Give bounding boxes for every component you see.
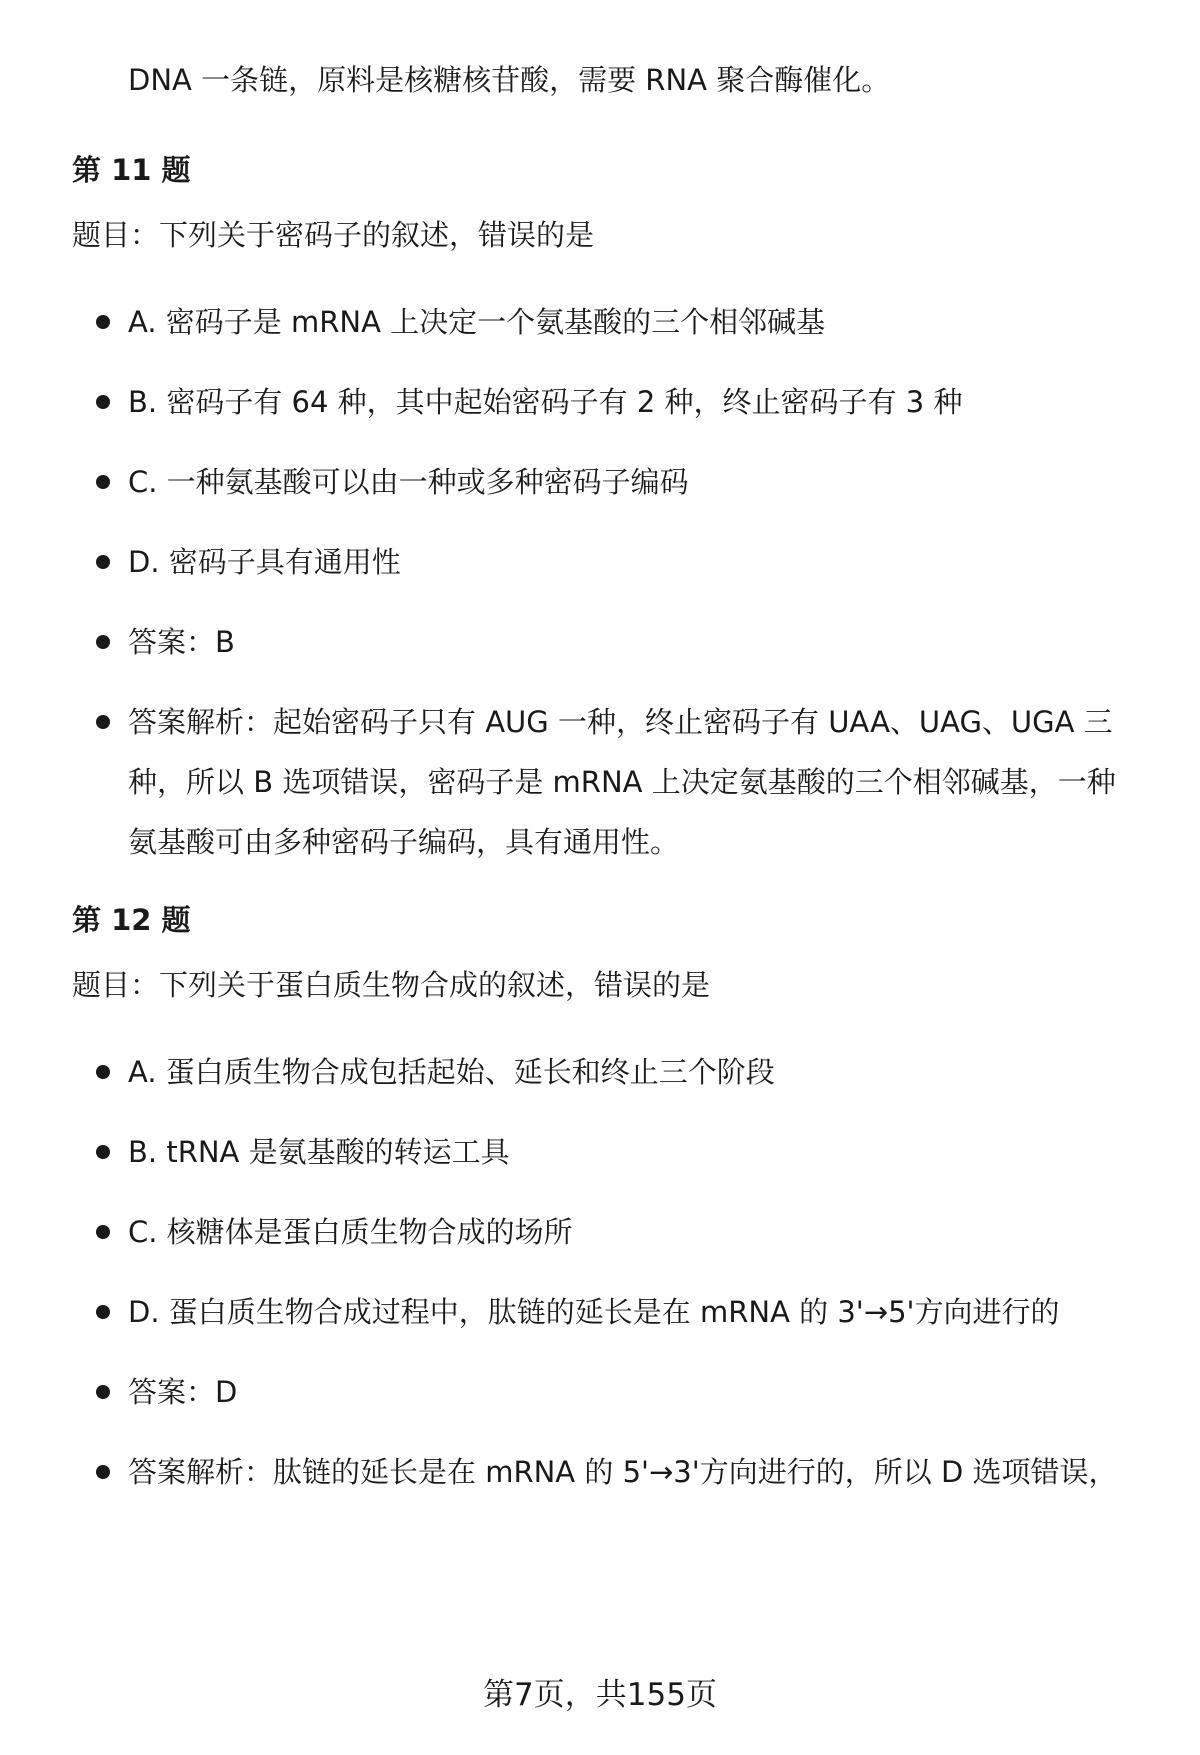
question-12-text: 题目：下列关于蛋白质生物合成的叙述，错误的是: [72, 968, 711, 1002]
q12-explanation: 答案解析：肽链的延长是在 mRNA 的 5'→3'方向进行的，所以 D 选项错误，: [128, 1455, 1118, 1489]
question-12-heading: 第 12 题: [72, 903, 191, 937]
q12-answer: 答案：D: [128, 1375, 238, 1409]
bullet-icon: [96, 1385, 110, 1399]
q12-option-a: A. 蛋白质生物合成包括起始、延长和终止三个阶段: [128, 1055, 775, 1089]
q12-option-d: D. 蛋白质生物合成过程中，肽链的延长是在 mRNA 的 3'→5'方向进行的: [128, 1295, 1060, 1329]
bullet-icon: [96, 555, 110, 569]
bullet-icon: [96, 1225, 110, 1239]
bullet-icon: [96, 715, 110, 729]
q12-option-c: C. 核糖体是蛋白质生物合成的场所: [128, 1215, 573, 1249]
question-11-text: 题目：下列关于密码子的叙述，错误的是: [72, 218, 595, 252]
bullet-icon: [96, 635, 110, 649]
q11-option-c: C. 一种氨基酸可以由一种或多种密码子编码: [128, 465, 689, 499]
bullet-icon: [96, 1065, 110, 1079]
q11-answer: 答案：B: [128, 625, 235, 659]
bullet-icon: [96, 1465, 110, 1479]
continuation-text: DNA 一条链，原料是核糖核苷酸，需要 RNA 聚合酶催化。: [128, 63, 891, 97]
question-11-heading: 第 11 题: [72, 153, 191, 187]
bullet-icon: [96, 1305, 110, 1319]
bullet-icon: [96, 475, 110, 489]
bullet-icon: [96, 395, 110, 409]
page-number-footer: 第7页，共155页: [483, 1677, 717, 1713]
bullet-icon: [96, 1145, 110, 1159]
bullet-icon: [96, 315, 110, 329]
q11-option-d: D. 密码子具有通用性: [128, 545, 401, 579]
q12-option-b: B. tRNA 是氨基酸的转运工具: [128, 1135, 510, 1169]
q11-option-b: B. 密码子有 64 种，其中起始密码子有 2 种，终止密码子有 3 种: [128, 385, 963, 419]
q11-explanation: 答案解析：起始密码子只有 AUG 一种，终止密码子有 UAA、UAG、UGA 三种，所以 B 选项错误，密码子是 mRNA 上决定氨基酸的三个相邻碱基，一种氨基酸可由多种密码子编码，具有通用性。: [128, 705, 1116, 859]
q11-option-a: A. 密码子是 mRNA 上决定一个氨基酸的三个相邻碱基: [128, 305, 826, 339]
